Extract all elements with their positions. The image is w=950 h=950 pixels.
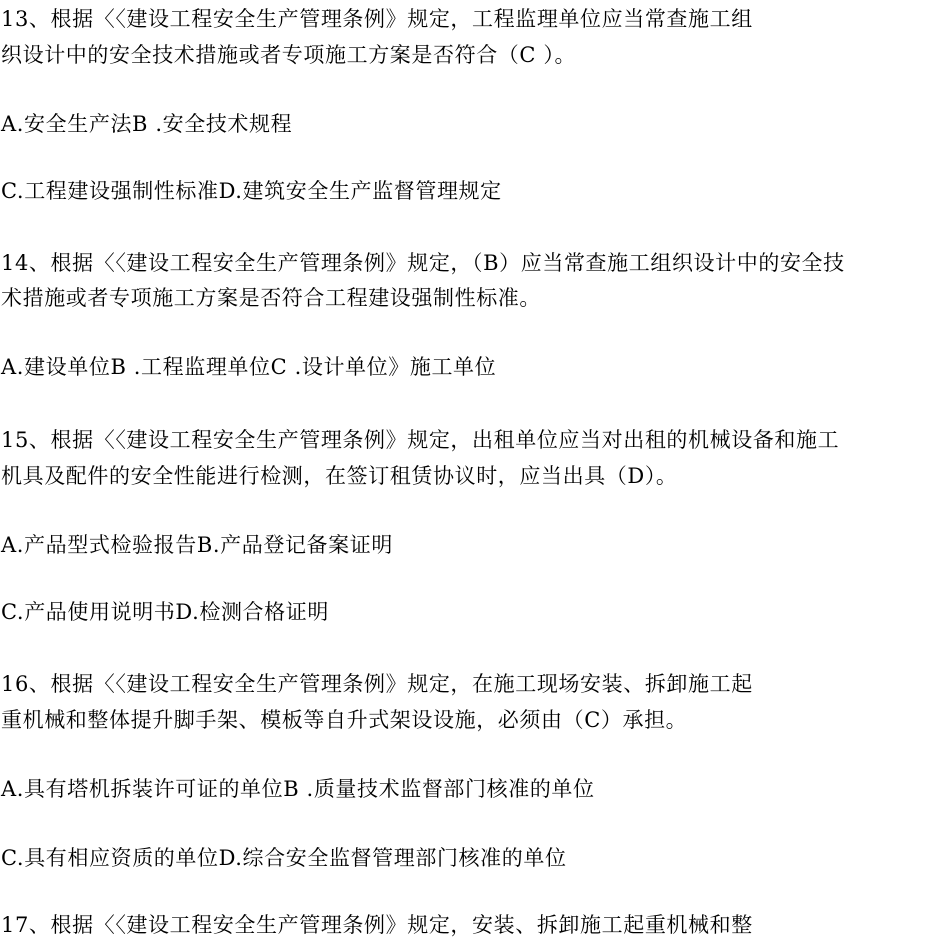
- question-13-stem-line-2: 织设计中的安全技术措施或者专项施工方案是否符合（C ）。: [1, 43, 577, 67]
- question-16-stem-line-2: 重机械和整体提升脚手架、模板等自升式架设设施，必须由（C）承担。: [1, 708, 688, 732]
- question-15-stem-line-2: 机具及配件的安全性能进行检测，在签订租赁协议时，应当出具（D）。: [1, 464, 678, 488]
- question-13-stem-line-1: 13、根据〈〈建设工程安全生产管理条例》规定，工程监理单位应当常查施工组: [1, 7, 753, 31]
- question-14-stem-line-2: 术措施或者专项施工方案是否符合工程建设强制性标准。: [1, 286, 541, 310]
- question-16-stem-line-1: 16、根据〈〈建设工程安全生产管理条例》规定，在施工现场安装、拆卸施工起: [1, 672, 753, 696]
- question-15-stem-line-1: 15、根据〈〈建设工程安全生产管理条例》规定，出租单位应当对出租的机械设备和施工: [1, 428, 840, 452]
- question-13-options-line-1: A.安全生产法B .安全技术规程: [1, 112, 293, 136]
- question-15-options-line-2: C.产品使用说明书D.检测合格证明: [1, 600, 329, 624]
- question-13-options-line-2: C.工程建设强制性标准D.建筑安全生产监督管理规定: [1, 179, 502, 203]
- question-17-stem-line-1: 17、根据〈〈建设工程安全生产管理条例》规定，安装、拆卸施工起重机械和整: [1, 913, 753, 937]
- question-14-stem-line-1: 14、根据〈〈建设工程安全生产管理条例》规定，（B）应当常查施工组织设计中的安全技: [1, 251, 845, 275]
- question-15-options-line-1: A.产品型式检验报告B.产品登记备案证明: [1, 533, 393, 557]
- question-14-options-line-1: A.建设单位B .工程监理单位C .设计单位》施工单位: [1, 355, 497, 379]
- question-16-options-line-2: C.具有相应资质的单位D.综合安全监督管理部门核准的单位: [1, 846, 567, 870]
- question-16-options-line-1: A.具有塔机拆装许可证的单位B .质量技术监督部门核准的单位: [1, 777, 595, 801]
